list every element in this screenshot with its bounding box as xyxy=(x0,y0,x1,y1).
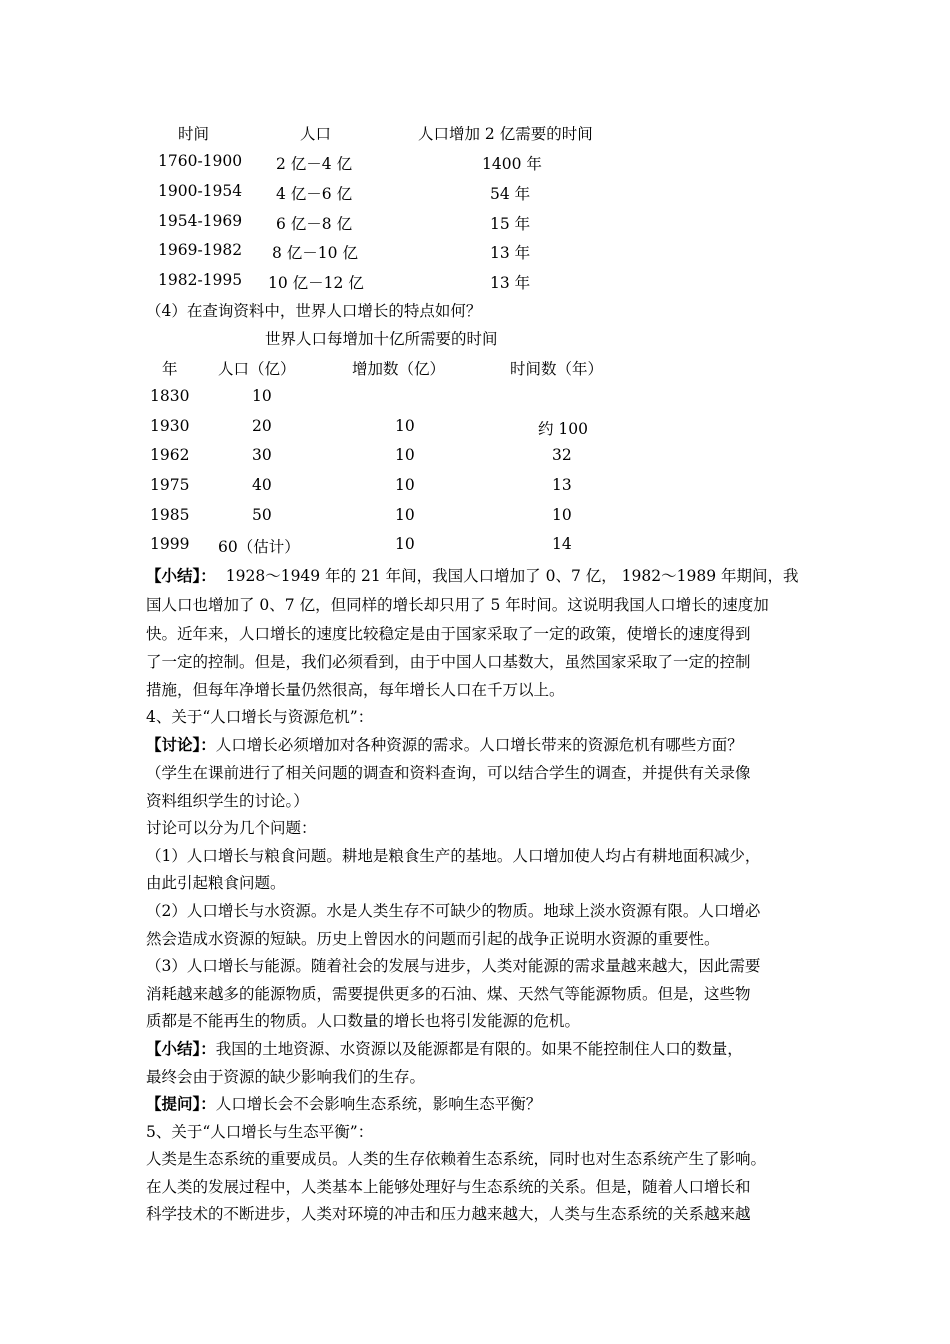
discussion-line: （3）人口增长与能源。随着社会的发展与进步，人类对能源的需求量越来越大，因此需要 xyxy=(146,957,761,975)
table2-header-increase: 增加数（亿） xyxy=(352,360,446,378)
table2-cell: 1985 xyxy=(150,506,190,524)
table2-header-years: 时间数（年） xyxy=(510,360,604,378)
table1-cell: 4 亿－6 亿 xyxy=(276,185,353,203)
discussion-line: （学生在课前进行了相关问题的调查和资料查询，可以结合学生的调查，并提供有关录像 xyxy=(146,764,751,782)
table2-cell: 1830 xyxy=(150,387,190,405)
final-line: 在人类的发展过程中，人类基本上能够处理好与生态系统的关系。但是，随着人口增长和 xyxy=(146,1178,751,1196)
table2-cell: 10 xyxy=(252,387,272,405)
summary1-line: 快。近年来，人口增长的速度比较稳定是由于国家采取了一定的政策，使增长的速度得到 xyxy=(146,625,751,643)
final-line: 人类是生态系统的重要成员。人类的生存依赖着生态系统，同时也对生态系统产生了影响。 xyxy=(146,1150,767,1168)
question-label: 【提问】： xyxy=(146,1094,216,1113)
table2-cell: 13 xyxy=(552,476,572,494)
table1-cell: 1760-1900 xyxy=(158,152,243,170)
table2-cell: 1999 xyxy=(150,535,190,553)
table2-cell: 10 xyxy=(395,535,415,553)
table1-cell: 1982-1995 xyxy=(158,271,243,289)
summary1-line: 了一定的控制。但是，我们必须看到，由于中国人口基数大，虽然国家采取了一定的控制 xyxy=(146,653,751,671)
summary1-label: 【小结】： xyxy=(146,566,216,585)
discussion-line: 由此引起粮食问题。 xyxy=(146,874,286,892)
summary2-line: 最终会由于资源的缺少影响我们的生存。 xyxy=(146,1068,426,1086)
final-line: 科学技术的不断进步，人类对环境的冲击和压力越来越大，人类与生态系统的关系越来越 xyxy=(146,1205,751,1223)
summary1-line: 国人口也增加了 0、7 亿，但同样的增长却只用了 5 年时间。这说明我国人口增长的速度加 xyxy=(146,596,769,614)
summary1-line: 措施，但每年净增长量仍然很高，每年增长人口在千万以上。 xyxy=(146,681,565,699)
table2-cell: 10 xyxy=(395,446,415,464)
table1-cell: 15 年 xyxy=(490,215,531,233)
summary2-line xyxy=(146,1037,743,1059)
table1-header-duration: 人口增加 2 亿需要的时间 xyxy=(418,125,593,143)
table1-cell: 8 亿－10 亿 xyxy=(272,244,358,262)
summary2-label: 【小结】： xyxy=(146,1039,216,1058)
table2-cell: 14 xyxy=(552,535,572,553)
table1-cell: 1954-1969 xyxy=(158,212,243,230)
discussion-line xyxy=(146,733,743,755)
discussion-line: 质都是不能再生的物质。人口数量的增长也将引发能源的危机。 xyxy=(146,1012,581,1030)
table2-title: 世界人口每增加十亿所需要的时间 xyxy=(265,330,498,348)
table2-cell: 10 xyxy=(395,506,415,524)
question-text: 人口增长会不会影响生态系统，影响生态平衡？ xyxy=(215,1095,542,1113)
discussion-line: 然会造成水资源的短缺。历史上曾因水的问题而引起的战争正说明水资源的重要性。 xyxy=(146,930,720,948)
table2-cell: 10 xyxy=(395,476,415,494)
table2-cell: 1975 xyxy=(150,476,190,494)
table1-cell: 2 亿－4 亿 xyxy=(276,155,353,173)
table2-cell: 10 xyxy=(552,506,572,524)
summary2-text: 我国的土地资源、水资源以及能源都是有限的。如果不能控制住人口的数量， xyxy=(215,1040,743,1058)
discussion-line: 讨论可以分为几个问题： xyxy=(146,819,317,837)
discussion-text: 人口增长必须增加对各种资源的需求。人口增长带来的资源危机有哪些方面？ xyxy=(215,736,743,754)
section-5-heading: 5、关于“人口增长与生态平衡”： xyxy=(146,1123,374,1141)
summary1-line xyxy=(146,564,799,586)
table2-cell: 1962 xyxy=(150,446,190,464)
table1-cell: 1400 年 xyxy=(482,155,542,173)
table2-cell: 20 xyxy=(252,417,272,435)
table1-cell: 13 年 xyxy=(490,274,531,292)
table2-cell: 60（估计） xyxy=(218,538,300,556)
table2-cell: 32 xyxy=(552,446,572,464)
discussion-line: 资料组织学生的讨论。） xyxy=(146,792,309,810)
table2-cell: 10 xyxy=(395,417,415,435)
discussion-line: 消耗越来越多的能源物质，需要提供更多的石油、煤、天然气等能源物质。但是，这些物 xyxy=(146,985,751,1003)
table2-cell: 40 xyxy=(252,476,272,494)
question-line xyxy=(146,1092,541,1114)
table1-header-time: 时间 xyxy=(178,125,210,143)
table1-cell: 1969-1982 xyxy=(158,241,243,259)
table1-cell: 54 年 xyxy=(490,185,531,203)
section-4-heading: 4、关于“人口增长与资源危机”： xyxy=(146,708,374,726)
discussion-line: （2）人口增长与水资源。水是人类生存不可缺少的物质。地球上淡水资源有限。人口增必 xyxy=(146,902,761,920)
table2-cell: 约 100 xyxy=(538,420,589,438)
question-4: （4）在查询资料中，世界人口增长的特点如何？ xyxy=(146,302,482,320)
table1-cell: 10 亿－12 亿 xyxy=(268,274,364,292)
table1-header-population: 人口 xyxy=(300,125,332,143)
table1-cell: 13 年 xyxy=(490,244,531,262)
table2-header-year: 年 xyxy=(162,360,178,378)
table1-cell: 1900-1954 xyxy=(158,182,243,200)
table2-header-population: 人口（亿） xyxy=(218,360,296,378)
summary1-text: 1928～1949 年的 21 年间，我国人口增加了 0、7 亿， 1982～1989 年期间，我 xyxy=(225,567,799,585)
table2-cell: 1930 xyxy=(150,417,190,435)
discussion-line: （1）人口增长与粮食问题。耕地是粮食生产的基地。人口增加使人均占有耕地面积减少， xyxy=(146,847,761,865)
table2-cell: 50 xyxy=(252,506,272,524)
discussion-label: 【讨论】： xyxy=(146,735,216,754)
table1-cell: 6 亿－8 亿 xyxy=(276,215,353,233)
table2-cell: 30 xyxy=(252,446,272,464)
